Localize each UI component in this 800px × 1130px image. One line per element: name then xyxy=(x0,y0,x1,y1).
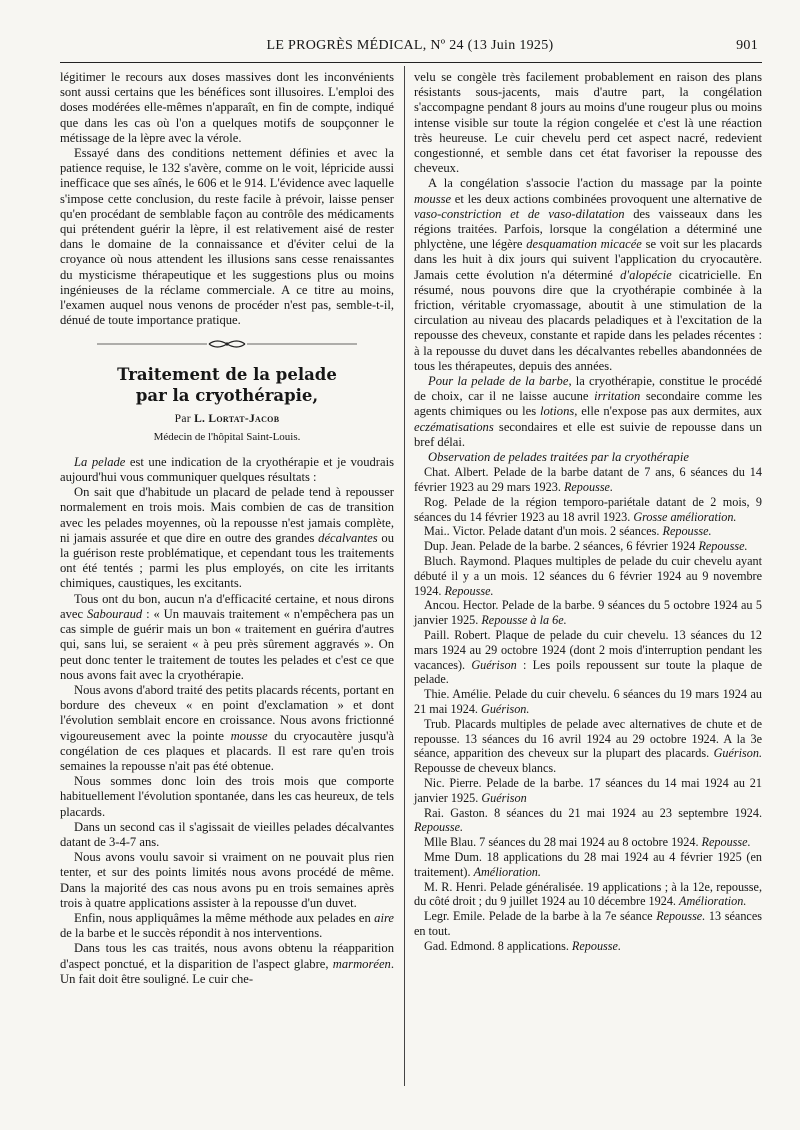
observations-list xyxy=(414,465,762,953)
text-run: secondaires et elle est suivie de repousse dans un bref délai. xyxy=(414,419,762,449)
text-run: Rog. Pelade de la région temporo-pariétale datant de 2 mois, 9 séances du 14 février 1923 au 18 avril 1923. xyxy=(414,494,762,524)
running-head xyxy=(58,38,762,58)
observation-entry xyxy=(414,628,762,687)
observation-entry xyxy=(414,495,762,525)
result-label: Amélioration. xyxy=(679,894,747,909)
ornament-divider-icon xyxy=(97,338,357,350)
result-label: Guérison. xyxy=(481,702,530,717)
text-run: des vaisseaux dans les régions traitées. Parfois, lorsque la congélation a déterminé une phlyctène, une légère xyxy=(414,206,762,252)
body-paragraph xyxy=(60,683,394,774)
text-run: Legr. Emile. Pelade de la barbe à la 7e séance xyxy=(424,909,657,924)
body-paragraph xyxy=(60,592,394,683)
emphasis: lotions xyxy=(539,404,575,419)
observation-entry xyxy=(414,909,762,939)
emphasis: vaso-constriction et de vaso-dilatation xyxy=(414,206,625,221)
text-run: secondaire comme les agents chimiques ou les xyxy=(414,389,762,419)
result-label: Guérison xyxy=(481,790,527,805)
text-run: M. R. Henri. Pelade généralisée. 19 applications ; à la 12e, repousse, du côté droit ; du 9 juillet 1924 au 10 décembre 1924. xyxy=(414,879,762,909)
text-run: . Un fait doit être souligné. Le cuir che- xyxy=(60,956,394,986)
text-run: , elle n'expose pas aux dermites, aux xyxy=(574,404,762,419)
result-label: Guérison xyxy=(471,657,517,672)
text-run: : Les poils repoussent sur toute la plaque de pelade. xyxy=(414,657,762,687)
body-paragraph xyxy=(60,911,394,941)
body-paragraph: Nous sommes donc loin des trois mois que comporte habituellement l'évolution spontanée, dans les cas heureux, de tels placards. xyxy=(60,774,394,819)
text-run: Tous ont du bon, aucun n'a d'efficacité certaine, et nous dirons avec xyxy=(60,591,394,621)
result-label: Repousse. xyxy=(414,820,464,835)
text-run: Dans tous les cas traités, nous avons obtenu la réapparition d'aspect ponctué, et la disparition de l'aspect glabre, xyxy=(60,941,394,971)
text-run: Enfin, nous appliquâmes la même méthode aux pelades en xyxy=(74,910,375,925)
observation-entry xyxy=(414,939,762,954)
article-title-line-2: par la cryothérapie, xyxy=(135,386,319,406)
author-name: L. Lortat-Jacob xyxy=(194,413,280,426)
result-label: Amélioration. xyxy=(473,864,541,879)
article-title xyxy=(60,364,394,406)
observation-entry xyxy=(414,806,762,836)
body-paragraph xyxy=(60,941,394,987)
continued-paragraph: Essayé dans des conditions nettement définies et avec la patience requise, le 132 s'avère, comme on le voit, lépricide aussi inefficace que ses aînés, le 606 et le 914. L'évidence avec laquelle s'impose cette conclusion, du reste facile à prévoir, laisse penser qu'en procédant de semblable façon au contrôle des médicaments qui prétendent guérir la lèpre, il est relativement aisé de rester dans le domaine de la connaissance et d'éviter celui de la croyance où nous attendent les illusions sans cesse renaissantes du mysticisme thérapeutique et les suggestions plus ou moins ingénieuses de la réclame commerciale. A ce titre au moins, l'examen auquel nous venons de procéder n'est pas, semble-t-il, dénué de toute importance pratique. xyxy=(60,146,394,328)
body-paragraph: Nous avons voulu savoir si vraiment on ne pouvait plus rien tenter, et sur des points limités nous avons procédé de même. Dans la majorité des cas nous avons pu en trois semaines après trois à quatre applications assister à la repousse d'un duvet. xyxy=(60,850,394,910)
observation-entry xyxy=(414,554,762,598)
observation-entry xyxy=(414,598,762,628)
text-run: Nous avons d'abord traité des petits placards récents, portant en bordure des cheveux « en point d'exclamation » et dont l'évolution semblait encore en croissance. Nous avons frictionné vigoureusement avec la pointe xyxy=(60,682,394,743)
text-run: cicatricielle. En résumé, nous pouvons dire que la cryothérapie combinée à la friction, véritable cryomassage, aboutit à une stimulation de la circulation au niveau des placards peladiques et à l'excitation de la repousse des cheveux, constante et rapide dans les pelades récentes : à la repousse du duvet dans les décalvantes rebelles abandonnées de tous les thérapeutes, depuis des années. xyxy=(414,267,762,373)
text-run: Mai.. Victor. Pelade datant d'un mois. 2 séances. xyxy=(424,524,663,539)
result-label: Guérison. xyxy=(713,746,762,761)
observation-entry xyxy=(414,465,762,495)
emphasis: Sabouraud xyxy=(86,606,143,621)
text-run: : « Un mauvais traitement « n'empêchera pas un cas simple de guérir mais un bon « traitement en guérira d'autres qui, sans lui, se seraient « à peu près sûrement aggravés ». On peut donc tenter le traitement de toutes les pelades et c'est ce que nous avons fait avec la cryothérapie. xyxy=(60,606,394,682)
continued-paragraph: légitimer le recours aux doses massives dont les inconvénients sont aussi certains que les bénéfices sont illusoires. L'emploi des doses modérées elle-mêmes n'apparaît, en fin de compte, indiqué que dans les cas où l'on a quelques motifs de soupçonner le métissage de la lèpre avec la vérole. xyxy=(60,70,394,145)
byline-prefix: Par xyxy=(174,413,191,426)
emphasis: Pour la pelade de la barbe xyxy=(428,374,569,389)
header-rule xyxy=(60,62,762,63)
text-run: ou la guérison reste problématique, et cependant tous les traitements ont été tentés ; parmi les plus employés, on cite les irritants chimiques, caustiques, les excitants. xyxy=(60,530,394,591)
right-column xyxy=(414,70,762,954)
text-run: et les deux actions combinées provoquent une alternative de xyxy=(451,191,762,206)
emphasis: d'alopécie xyxy=(620,267,672,282)
text-run: 13 séances en tout. xyxy=(414,909,762,938)
emphasis: marmoréen xyxy=(332,956,391,971)
result-label: Repousse. xyxy=(444,583,494,598)
result-label: Repousse à la 6e. xyxy=(481,613,567,628)
result-label: Repousse. xyxy=(698,539,748,554)
text-run: Gad. Edmond. 8 applications. xyxy=(424,938,572,953)
text-run: est une indication de la cryothérapie et je voudrais aujourd'hui vous communiquer quelques résultats : xyxy=(60,454,394,485)
text-run: Chat. Albert. Pelade de la barbe datant de 7 ans, 6 séances du 14 février 1923 au 29 mars 1923. xyxy=(414,465,762,495)
observation-entry xyxy=(414,687,762,717)
emphasis: irritation xyxy=(594,389,641,404)
emphasis: décalvantes xyxy=(318,530,378,545)
result-label: Repousse. xyxy=(571,938,621,953)
body-paragraph xyxy=(414,176,762,374)
running-title: LE PROGRÈS MÉDICAL, Nº 24 (13 Juin 1925) xyxy=(266,38,554,53)
result-label: Repousse. xyxy=(662,524,712,539)
observation-entry xyxy=(414,539,762,554)
observation-entry xyxy=(414,776,762,806)
text-run: Paill. Robert. Plaque de pelade du cuir chevelu. 13 séances du 12 mars 1924 au 29 octobre 1924 (dont 2 mois d'interruption pendant les vacances). xyxy=(414,628,762,672)
text-run: Rai. Gaston. 8 séances du 21 mai 1924 au 23 septembre 1924. xyxy=(424,805,762,820)
emphasis: eczématisations xyxy=(414,419,494,434)
body-paragraph xyxy=(414,374,762,450)
text-run: A la congélation s'associe l'action du massage par la pointe xyxy=(428,176,762,191)
text-run: Bluch. Raymond. Plaques multiples de pelade du cuir chevelu ayant débuté il y a un mois. 12 séances du 6 février 1924 au 9 novembre 1924. xyxy=(414,554,762,598)
author-affiliation: Médecin de l'hôpital Saint-Louis. xyxy=(153,430,301,443)
observation-entry xyxy=(414,880,762,910)
text-run: Nic. Pierre. Pelade de la barbe. 17 séances du 14 mai 1924 au 21 janvier 1925. xyxy=(414,776,762,805)
emphasis: mousse xyxy=(230,728,268,743)
body-paragraph xyxy=(60,485,394,591)
text-run: Ancou. Hector. Pelade de la barbe. 9 séances du 5 octobre 1924 au 5 janvier 1925. xyxy=(414,598,762,628)
observation-entry xyxy=(414,524,762,539)
observation-entry xyxy=(414,835,762,850)
emphasis: aire xyxy=(374,910,394,925)
intro-paragraph xyxy=(60,455,394,485)
text-run: de la barbe et le succès répondit à nos interventions. xyxy=(60,926,323,941)
page-number: 901 xyxy=(736,38,758,53)
emphasis: La pelade xyxy=(74,454,126,469)
text-run: , la cryothérapie, constitue le procédé de choix, car il ne laisse aucune xyxy=(414,374,762,404)
body-paragraph: velu se congèle très facilement probablement en raison des plans résistants sous-jacents, mais d'autre part, la congélation s'accompagne pendant 8 jours au moins d'une rougeur plus ou moins intense visible sur toute la région congelée et c'est là une réaction très heureuse. Le cuir chevelu perd cet aspect nacré, redevient congestionné, et semble dans cet état favoriser la repousse des cheveux. xyxy=(414,70,762,176)
emphasis: desquamation micacée xyxy=(526,237,642,252)
result-label: Grosse amélioration. xyxy=(633,509,737,524)
text-run: Mlle Blau. 7 séances du 28 mai 1924 au 8 octobre 1924. xyxy=(424,835,702,850)
ornament-divider xyxy=(60,338,394,350)
column-divider xyxy=(404,66,405,1086)
text-run: Mme Dum. 18 applications du 28 mai 1924 au 4 février 1925 (en traitement). xyxy=(414,850,762,879)
text-run: Dup. Jean. Pelade de la barbe. 2 séances, 6 février 1924 xyxy=(424,539,699,554)
left-column xyxy=(60,70,394,987)
text-run: Thie. Amélie. Pelade du cuir chevelu. 6 séances du 19 mars 1924 au 21 mai 1924. xyxy=(414,687,762,717)
byline xyxy=(60,412,394,427)
article-title-line-1: Traitement de la pelade xyxy=(117,365,337,385)
text-run: se voit sur les placards dans les huit à dix jours qui suivent l'application du cryocautère. Jamais cette évolution n'a déterminé xyxy=(414,237,762,282)
observation-entry xyxy=(414,717,762,776)
text-run: On sait que d'habitude un placard de pelade tend à repousser normalement en trois mois. Mais combien de cas de transition avec les pelades moyennes, où la repousse n'est jamais complète, ni jamais assurée et que dire en outre des grandes xyxy=(60,485,394,545)
emphasis: mousse xyxy=(414,191,452,206)
text-run: Repousse de cheveux blancs. xyxy=(414,761,557,776)
text-run: du cryocautère jusqu'à congélation de ces plaques et placards. Il est rare qu'en trois semaines la repousse n'ait pas été obtenue. xyxy=(60,728,394,773)
text-run: Trub. Placards multiples de pelade avec alternatives de chute et de repousse. 13 séances du 16 avril 1924 au 29 octobre 1924. A la 3e séance, apparition des cheveux sur la plupart des placards. xyxy=(414,716,762,761)
result-label: Repousse. xyxy=(701,835,751,850)
result-label: Repousse. xyxy=(656,909,706,924)
body-paragraph: Dans un second cas il s'agissait de vieilles pelades décalvantes datant de 3-4-7 ans. xyxy=(60,819,394,849)
observations-heading: Observation de pelades traitées par la cryothérapie xyxy=(428,450,689,465)
observation-entry xyxy=(414,850,762,880)
result-label: Repousse. xyxy=(563,480,614,495)
